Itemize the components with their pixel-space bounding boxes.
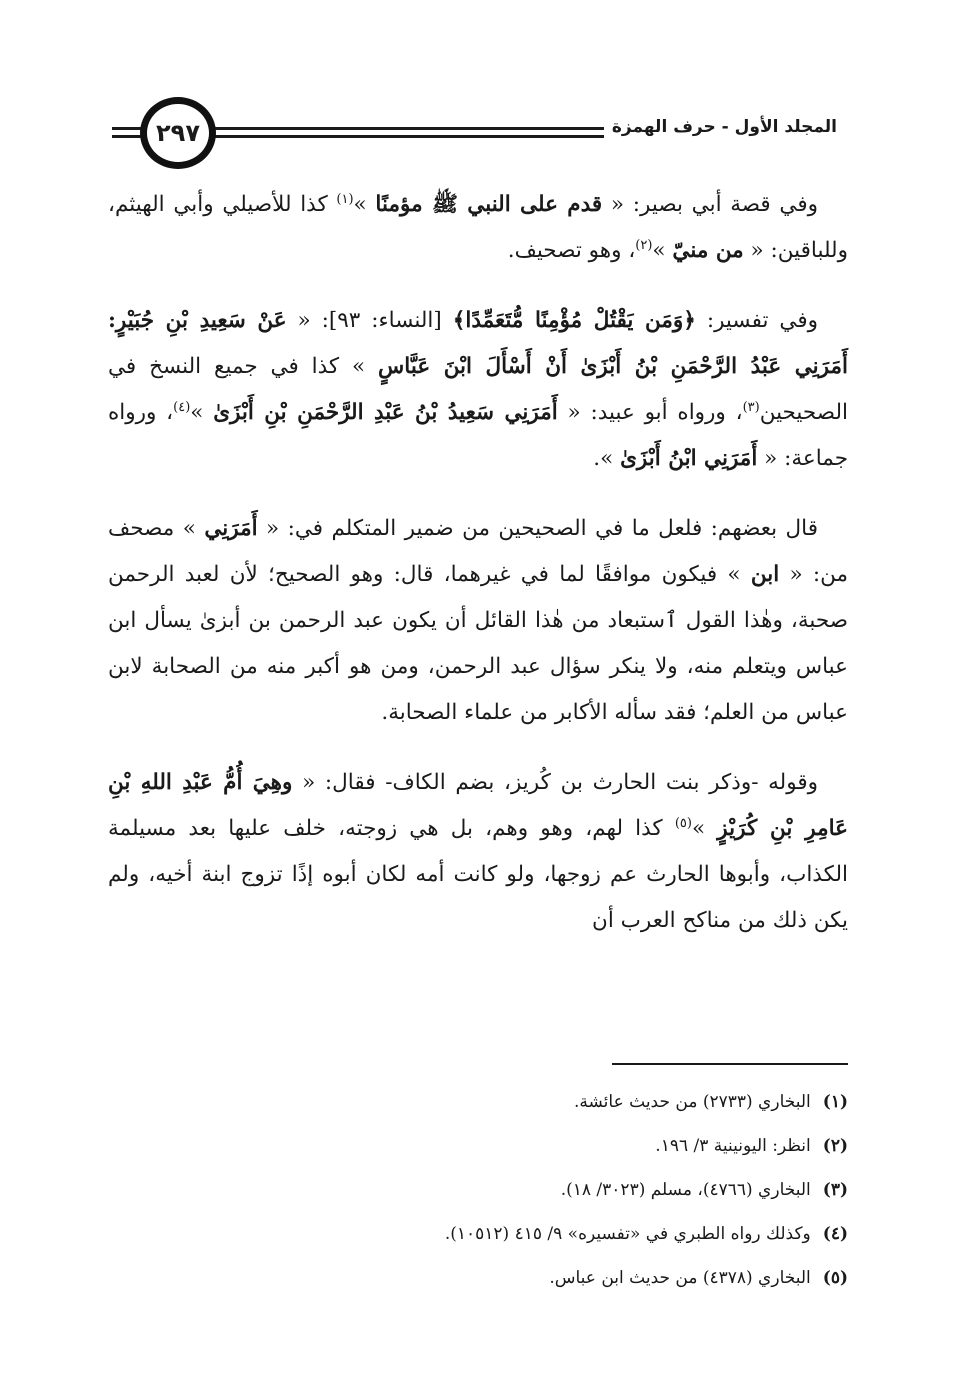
footnote-ref: (٤) xyxy=(173,399,191,415)
footnote-ref: (٢) xyxy=(635,237,653,253)
footnote-ref: (٥) xyxy=(674,815,692,831)
text-segment: كذا للأصيلي وأبي الهيثم، وللباقين: « xyxy=(108,192,848,263)
text-segment: ، وهو تصحيف. xyxy=(507,238,636,263)
footnote-text: وكذلك رواه الطبري في «تفسيره» ٩/ ٤١٥ (١٠٥١٢). xyxy=(444,1224,811,1244)
footnote-item xyxy=(108,1124,848,1168)
footnote-number: (٥) xyxy=(822,1268,848,1288)
text-segment: » xyxy=(691,816,718,841)
footnote-number: (٢) xyxy=(822,1136,848,1156)
paragraph xyxy=(108,760,848,944)
paragraph xyxy=(108,298,848,482)
text-segment: » xyxy=(652,238,673,263)
text-segment: وقوله -وذكر بنت الحارث بن كُريز، بضم الكاف- فقال: « xyxy=(292,770,818,795)
footnote-item xyxy=(108,1212,848,1256)
text-segment: » فيكون موافقًا لما في غيرهما، قال: وهو الصحيح؛ لأن لعبد الرحمن صحبة، وهٰذا القول ٱستبعاد من هٰذا القائل أن يكون عبد الرحمن بن أبزىٰ يسأل ابن عباس ويتعلم منه، ولا ينكر سؤال عبد الرحمن، ومن هو أكبر منه من الصحابة لابن عباس من العلم؛ فقد سأله الأكابر من علماء الصحابة. xyxy=(108,562,848,725)
text-segment: ». xyxy=(593,446,621,471)
text-segment: وفي تفسير: xyxy=(695,308,818,333)
footnote-text: البخاري (٤٧٦٦)، مسلم (٣٠٢٣/ ١٨). xyxy=(560,1180,811,1200)
paragraph xyxy=(108,182,848,274)
footnote-text: البخاري (٢٧٣٣) من حديث عائشة. xyxy=(573,1092,811,1112)
page-header xyxy=(0,0,953,170)
footnote-number: (٣) xyxy=(822,1180,848,1200)
paragraph xyxy=(108,506,848,736)
text-segment: كذا لهم، وهو وهم، بل هي زوجته، خلف عليها بعد مسيلمة الكذاب، وأبوها الحارث عم زوجها، ولو كانت أمه لكان أبوه إذًا تزوج ابنة أخيه، ولم يكن ذلك من مناكح العرب أن xyxy=(108,816,848,933)
footnote-ref: (١) xyxy=(336,191,354,207)
footnote-ref: (٣) xyxy=(742,399,760,415)
text-segment: ، ورواه أبو عبيد: « xyxy=(557,400,743,425)
text-segment: أَمَرَنِي xyxy=(204,516,258,541)
footnote-item xyxy=(108,1080,848,1124)
text-segment: ، ورواه جماعة: « xyxy=(108,400,848,471)
text-segment: » xyxy=(190,400,214,425)
footnote-text: البخاري (٤٣٧٨) من حديث ابن عباس. xyxy=(549,1268,811,1288)
footnote-number: (١) xyxy=(822,1092,848,1112)
text-segment: » xyxy=(353,192,376,217)
text-segment: » مصحف من: « xyxy=(108,516,848,587)
text-segment: ابن xyxy=(750,562,780,587)
footnote-number: (٤) xyxy=(822,1224,848,1244)
main-text xyxy=(108,182,848,968)
footnote-item xyxy=(108,1168,848,1212)
text-segment: أَمَرَنِي ابْنُ أَبْزَىٰ xyxy=(620,446,758,471)
text-segment: وفي قصة أبي بصير: « xyxy=(602,192,818,217)
text-segment: من منيّ xyxy=(672,238,744,263)
text-segment: عَنْ سَعِيدِ بْنِ جُبَيْرٍ: أَمَرَنِي عَبْدُ الرَّحْمَنِ بْنُ أَبْزَىٰ أَنْ أَسْأَلَ ابْنَ عَبَّاسٍ xyxy=(108,308,848,379)
text-segment: قدم على النبي ﷺ مؤمنًا xyxy=(375,192,603,217)
running-title: المجلد الأول - حرف الهمزة xyxy=(604,115,845,139)
text-segment: ﴿وَمَن يَقْتُلْ مُؤْمِنًا مُّتَعَمِّدًا﴾ xyxy=(452,308,696,333)
text-segment: أَمَرَنِي سَعِيدُ بْنُ عَبْدِ الرَّحْمَنِ بْنِ أَبْزَىٰ xyxy=(213,400,558,425)
text-segment: [النساء: ٩٣]: « xyxy=(286,308,453,333)
page-number: ٢٩٧ xyxy=(140,97,216,169)
footnote-text: انظر: اليونينية ٣/ ١٩٦. xyxy=(655,1136,811,1156)
text-segment: قال بعضهم: فلعل ما في الصحيحين من ضمير المتكلم في: « xyxy=(257,516,818,541)
text-segment: » كذا في جميع النسخ في الصحيحين xyxy=(108,354,848,425)
footnote-separator xyxy=(612,1063,848,1065)
footnotes xyxy=(108,1080,848,1300)
footnote-item xyxy=(108,1256,848,1300)
text-segment: وهِيَ أُمُّ عَبْدِ اللهِ بْنِ عَامِرِ بْنِ كُرَيْزٍ xyxy=(108,770,848,841)
